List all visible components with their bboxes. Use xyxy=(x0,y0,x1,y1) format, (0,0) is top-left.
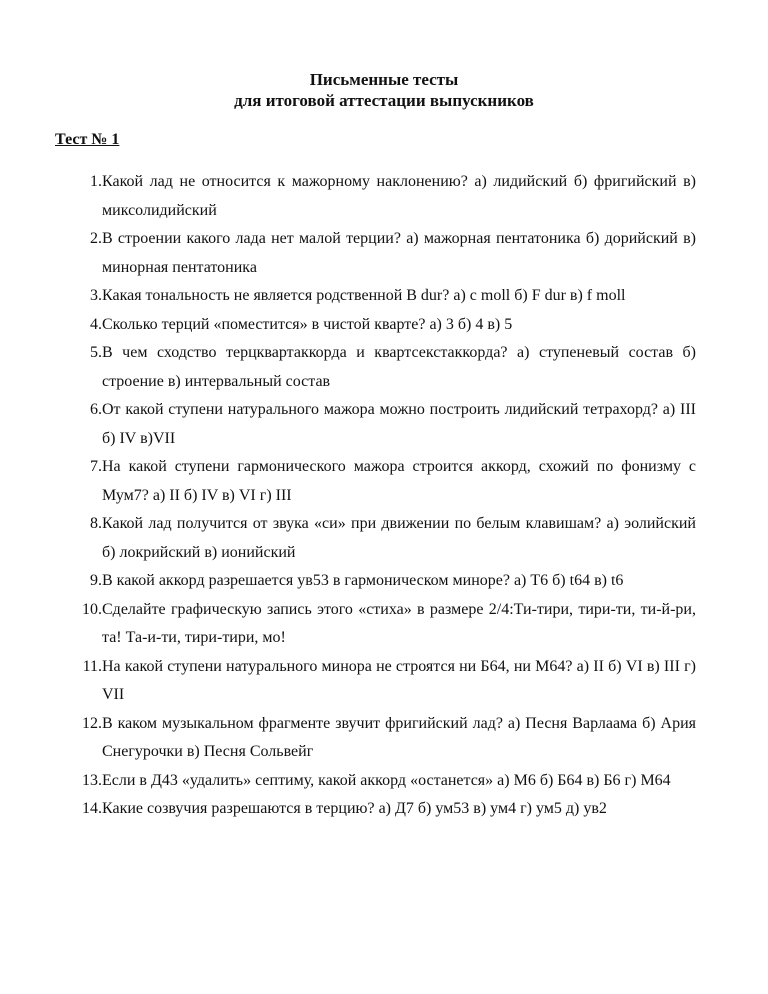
question-number: 9. xyxy=(90,572,102,589)
question-item xyxy=(0,767,768,796)
question-list xyxy=(0,168,768,824)
question-number: 12. xyxy=(82,714,102,732)
question-item xyxy=(0,567,768,596)
question-text: Какие созвучия разрешаются в терцию? а) Д7 б) ум53 в) ум4 г) ум5 д) ув2 xyxy=(102,800,607,817)
question-number: 10. xyxy=(82,600,102,618)
question-item xyxy=(0,453,768,510)
question-number: 4. xyxy=(90,315,102,333)
question-text: На какой ступени натурального минора не строятся ни Б64, ни М64? а) II б) VI в) III г) VII xyxy=(102,657,696,703)
question-item xyxy=(0,339,768,396)
question-item xyxy=(0,282,768,311)
question-number: 5. xyxy=(90,344,102,361)
question-text: Если в Д43 «удалить» септиму, какой аккорд «останется» а) М6 б) Б64 в) Б6 г) М64 xyxy=(102,771,671,789)
question-number: 6. xyxy=(90,401,102,418)
question-text: В какой аккорд разрешается ув53 в гармоническом миноре? а) Т6 б) t64 в) t6 xyxy=(102,572,624,589)
question-item xyxy=(0,596,768,653)
question-number: 8. xyxy=(90,515,102,532)
question-text: Сделайте графическую запись этого «стиха» в размере 2/4:Ти-тири, тири-ти, ти-й-ри, та! Та-и-ти, тири-тири, мо! xyxy=(102,600,696,646)
question-text: В строении какого лада нет малой терции? а) мажорная пентатоника б) дорийский в) минорная пентатоника xyxy=(102,230,696,276)
question-number: 14. xyxy=(82,800,102,817)
question-item xyxy=(0,396,768,453)
question-number: 2. xyxy=(90,230,102,247)
question-text: Какой лад получится от звука «си» при движении по белым клавишам? а) эолийский б) локрийский в) ионийский xyxy=(102,515,696,561)
question-text: В чем сходство терцквартаккорда и квартсекстаккорда? а) ступеневый состав б) строение в) интервальный состав xyxy=(102,344,696,390)
question-item xyxy=(0,225,768,282)
question-number: 13. xyxy=(82,771,102,789)
test-heading: Тест № 1 xyxy=(55,131,120,148)
question-text: Какая тональность не является родственной B dur? а) с moll б) F dur в) f moll xyxy=(102,287,626,304)
question-number: 1. xyxy=(90,173,102,190)
question-item xyxy=(0,311,768,340)
question-number: 7. xyxy=(90,458,102,475)
question-item xyxy=(0,795,768,824)
question-number: 3. xyxy=(90,287,102,304)
question-number: 11. xyxy=(82,657,102,675)
question-text: В каком музыкальном фрагменте звучит фригийский лад? а) Песня Варлаама б) Ария Снегурочки в) Песня Сольвейг xyxy=(102,714,696,760)
question-item xyxy=(0,168,768,225)
page-title: Письменные тесты xyxy=(309,70,459,89)
question-item xyxy=(0,653,768,710)
question-text: Сколько терций «поместится» в чистой кварте? а) 3 б) 4 в) 5 xyxy=(102,315,513,333)
question-text: Какой лад не относится к мажорному наклонению? а) лидийский б) фригийский в) миксолидийский xyxy=(102,173,696,219)
question-text: От какой ступени натурального мажора можно построить лидийский тетрахорд? а) III б) IV в)VII xyxy=(102,401,696,447)
page-subtitle: для итоговой аттестации выпускников xyxy=(234,91,534,110)
question-text: На какой ступени гармонического мажора строится аккорд, схожий по фонизму с Мум7? а) II б) IV в) VI г) III xyxy=(102,458,696,504)
question-item xyxy=(0,510,768,567)
question-item xyxy=(0,710,768,767)
